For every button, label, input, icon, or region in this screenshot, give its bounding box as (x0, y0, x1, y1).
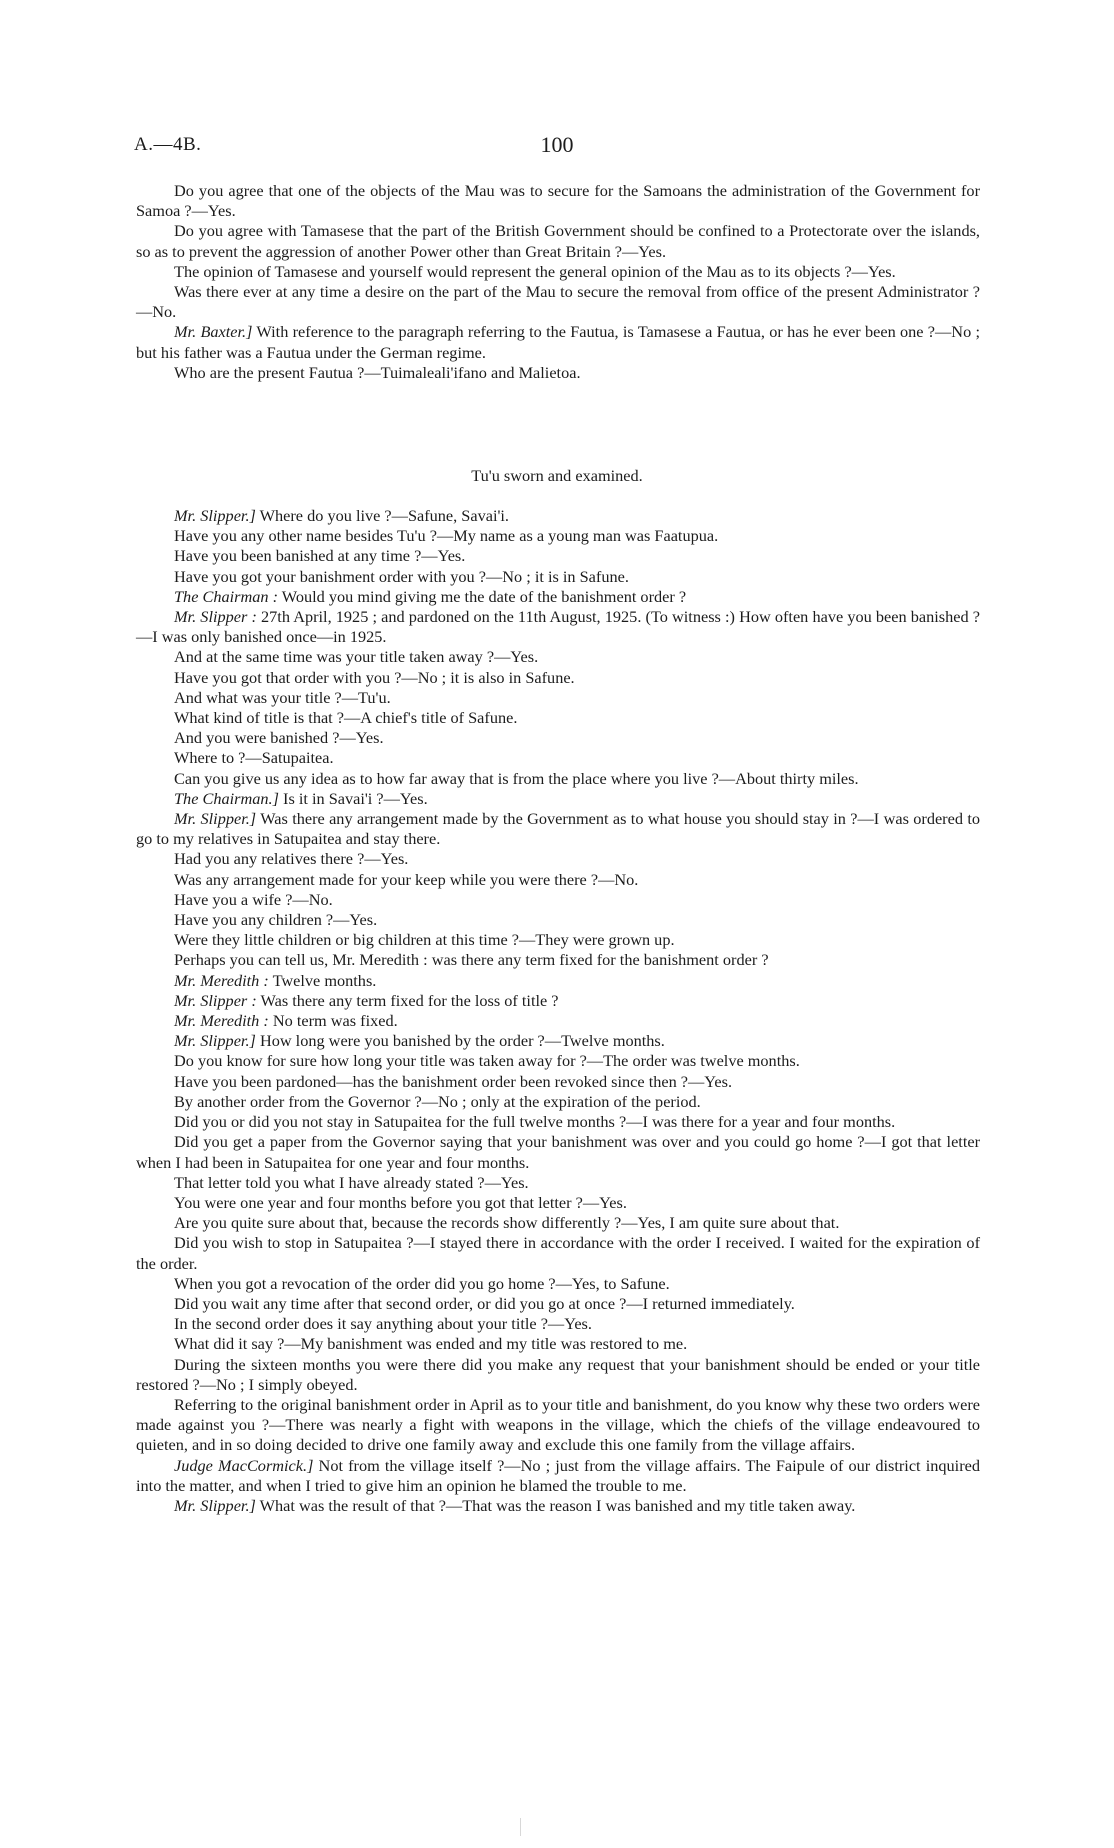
testimony-paragraph (136, 910, 980, 930)
paragraph-text: The opinion of Tamasese and yourself would represent the general opinion of the Mau as to its objects ?—Yes. (174, 261, 896, 281)
speaker-label: Mr. Slipper : (174, 607, 257, 627)
paragraph-text: Have you any children ?—Yes. (174, 910, 378, 930)
paragraph-text: Can you give us any idea as to how far away that is from the place where you live ?—About thirty miles. (174, 768, 859, 788)
paragraph-text: Did you or did you not stay in Satupaitea for the full twelve months ?—I was there for a year and four months. (174, 1112, 896, 1132)
paragraph-text: During the sixteen months you were there did you make any request that your banishment should be ended or your title restored ?—No ; I simply obeyed. (136, 1354, 980, 1394)
testimony-paragraph (136, 1233, 980, 1273)
testimony-paragraph (136, 1456, 980, 1496)
testimony-paragraph (136, 1355, 980, 1395)
testimony-paragraph (136, 587, 980, 607)
testimony-paragraph (136, 181, 980, 221)
testimony-paragraph (136, 991, 980, 1011)
paragraph-text: And at the same time was your title taken away ?—Yes. (174, 647, 539, 667)
speaker-label: The Chairman.] (174, 788, 279, 808)
paragraph-text: By another order from the Governor ?—No ; only at the expiration of the period. (174, 1091, 701, 1111)
section-tuu-examination (136, 506, 980, 1516)
paragraph-text: Have you any other name besides Tu'u ?—My name as a young man was Faatupua. (174, 526, 719, 546)
paragraph-text: Twelve months. (268, 970, 377, 990)
speaker-label: Mr. Meredith : (174, 1011, 269, 1031)
testimony-paragraph (136, 506, 980, 526)
testimony-paragraph (136, 769, 980, 789)
testimony-paragraph (136, 748, 980, 768)
paragraph-text: With reference to the paragraph referring to the Fautua, is Tamasese a Fautua, or has he ever been one ?—No ; but his father was a Fautua under the German regime. (136, 322, 981, 362)
paragraph-text: Perhaps you can tell us, Mr. Meredith : was there any term fixed for the banishment order ? (174, 950, 769, 970)
testimony-paragraph (136, 647, 980, 667)
testimony-paragraph (136, 789, 980, 809)
speaker-label: Mr. Slipper : (174, 990, 257, 1010)
paragraph-text: And you were banished ?—Yes. (174, 728, 384, 748)
paragraph-text: Where do you live ?—Safune, Savai'i. (255, 506, 509, 525)
speaker-label: Mr. Slipper.] (174, 1031, 256, 1051)
testimony-paragraph (136, 890, 980, 910)
paragraph-text: What kind of title is that ?—A chief's title of Safune. (174, 708, 518, 728)
testimony-paragraph (136, 567, 980, 587)
page-header (0, 132, 1114, 162)
paragraph-text: Was there any arrangement made by the Government as to what house you should stay in ?—I was ordered to go to my relatives in Satupaitea and stay there. (136, 809, 980, 849)
testimony-paragraph (136, 1072, 980, 1092)
testimony-paragraph (136, 1193, 980, 1213)
paragraph-text: Have you got that order with you ?—No ; it is also in Safune. (174, 667, 575, 687)
paragraph-text: You were one year and four months before you got that letter ?—Yes. (174, 1192, 627, 1212)
testimony-paragraph (136, 1294, 980, 1314)
paragraph-text: Was there ever at any time a desire on the part of the Mau to secure the removal from office of the present Administrator ?—No. (136, 282, 980, 322)
paragraph-text: Not from the village itself ?—No ; just from the village affairs. The Faipule of our district inquired into the matter, and when I tried to give him an opinion he blamed the trouble to me. (136, 1455, 980, 1495)
paragraph-text: Would you mind giving me the date of the banishment order ? (278, 586, 687, 606)
testimony-paragraph (136, 1112, 980, 1132)
paragraph-text: Who are the present Fautua ?—Tuimaleali'ifano and Malietoa. (174, 362, 581, 382)
speaker-label: Mr. Slipper.] (174, 506, 256, 525)
testimony-paragraph (136, 849, 980, 869)
testimony-paragraph (136, 546, 980, 566)
paragraph-text: How long were you banished by the order ?—Twelve months. (255, 1031, 665, 1051)
paragraph-text: Do you agree that one of the objects of the Mau was to secure for the Samoans the administration of the Government for Samoa ?—Yes. (136, 181, 980, 221)
paragraph-text: That letter told you what I have already stated ?—Yes. (174, 1172, 529, 1192)
paragraph-text: Did you wish to stop in Satupaitea ?—I stayed there in accordance with the order I received. I waited for the expiration of the order. (136, 1233, 980, 1273)
testimony-paragraph (136, 607, 980, 647)
paragraph-text: Have you been banished at any time ?—Yes. (174, 546, 466, 566)
paragraph-text: What did it say ?—My banishment was ended and my title was restored to me. (174, 1334, 688, 1354)
testimony-paragraph (136, 526, 980, 546)
testimony-paragraph (136, 1132, 980, 1172)
paragraph-text: Referring to the original banishment order in April as to your title and banishment, do you know why these two orders were made against you ?—There was nearly a fight with weapons in the village, which the chiefs of the village endeavoured to quieten, and in so doing decided to drive one family away and exclude this one family from the village affairs. (136, 1394, 980, 1455)
paragraph-text: In the second order does it say anything about your title ?—Yes. (174, 1314, 592, 1334)
testimony-paragraph (136, 221, 980, 261)
speaker-label: The Chairman : (174, 586, 279, 606)
section-mau-questions (136, 181, 980, 383)
testimony-paragraph (136, 1051, 980, 1071)
paragraph-text: Do you know for sure how long your title was taken away for ?—The order was twelve months. (174, 1051, 800, 1071)
testimony-paragraph (136, 971, 980, 991)
speaker-label: Mr. Baxter.] (174, 322, 253, 342)
paragraph-text: Was any arrangement made for your keep while you were there ?—No. (174, 869, 639, 889)
paragraph-text: Do you agree with Tamasese that the part of the British Government should be confined to a Protectorate over the islands, so as to prevent the aggression of another Power other than Great Britain ?—Yes. (136, 221, 980, 261)
testimony-paragraph (136, 1496, 980, 1516)
page-crease (520, 1818, 521, 1836)
testimony-paragraph (136, 1213, 980, 1233)
paragraph-text: Had you any relatives there ?—Yes. (174, 849, 409, 869)
speaker-label: Mr. Meredith : (174, 970, 269, 990)
testimony-paragraph (136, 1274, 980, 1294)
paragraph-text: Have you got your banishment order with you ?—No ; it is in Safune. (174, 566, 629, 586)
testimony-paragraph (136, 809, 980, 849)
paragraph-text: Are you quite sure about that, because the records show differently ?—Yes, I am quite sure about that. (174, 1213, 840, 1233)
speaker-label: Mr. Slipper.] (174, 1495, 256, 1515)
testimony-paragraph (136, 708, 980, 728)
testimony-paragraph (136, 950, 980, 970)
speaker-label: Judge MacCormick.] (174, 1455, 314, 1475)
paragraph-text: When you got a revocation of the order did you go home ?—Yes, to Safune. (174, 1273, 670, 1293)
document-reference: A.—4B. (134, 134, 202, 155)
testimony-paragraph (136, 1395, 980, 1456)
paragraph-text: Where to ?—Satupaitea. (174, 748, 334, 768)
paragraph-text: 27th April, 1925 ; and pardoned on the 11th August, 1925. (To witness :) How often have you been banished ?—I was only banished once—in 1925. (136, 607, 980, 647)
testimony-paragraph (136, 1334, 980, 1354)
testimony-paragraph (136, 1031, 980, 1051)
paragraph-text: Is it in Savai'i ?—Yes. (278, 788, 428, 808)
paragraph-text: No term was fixed. (268, 1011, 398, 1031)
paragraph-text: Have you been pardoned—has the banishment order been revoked since then ?—Yes. (174, 1071, 733, 1091)
section-heading: Tu'u sworn and examined. (471, 466, 643, 485)
paragraph-text: And what was your title ?—Tu'u. (174, 687, 391, 707)
testimony-paragraph (136, 870, 980, 890)
testimony-paragraph (136, 1314, 980, 1334)
paragraph-text: Did you wait any time after that second order, or did you go at once ?—I returned immediately. (174, 1293, 795, 1313)
testimony-paragraph (136, 728, 980, 748)
paragraph-text: Have you a wife ?—No. (174, 889, 333, 909)
testimony-paragraph (136, 1011, 980, 1031)
paragraph-text: Were they little children or big children at this time ?—They were grown up. (174, 930, 675, 950)
page-number: 100 (540, 132, 574, 157)
testimony-paragraph (136, 282, 980, 322)
testimony-paragraph (136, 688, 980, 708)
testimony-paragraph (136, 1092, 980, 1112)
paragraph-text: Did you get a paper from the Governor saying that your banishment was over and you could go home ?—I got that letter when I had been in Satupaitea for one year and four months. (136, 1132, 980, 1172)
speaker-label: Mr. Slipper.] (174, 809, 257, 829)
testimony-paragraph (136, 1173, 980, 1193)
testimony-paragraph (136, 668, 980, 688)
testimony-paragraph (136, 322, 980, 362)
paragraph-text: What was the result of that ?—That was the reason I was banished and my title taken away. (255, 1495, 856, 1515)
paragraph-text: Was there any term fixed for the loss of title ? (256, 990, 559, 1010)
testimony-paragraph (136, 930, 980, 950)
testimony-paragraph (136, 262, 980, 282)
testimony-paragraph (136, 363, 980, 383)
